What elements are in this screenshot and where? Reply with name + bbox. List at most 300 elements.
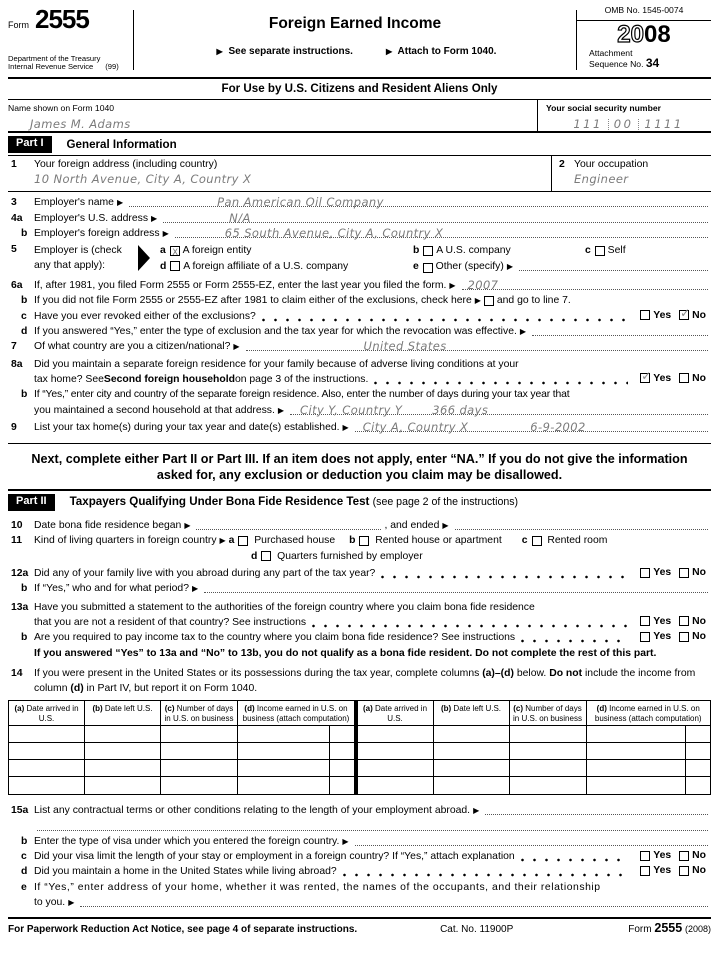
line15a-value-field2[interactable] (37, 819, 708, 831)
dot-leader (374, 374, 628, 386)
line8b-value1: City Y, Country Y (300, 402, 403, 417)
line6b (8, 292, 711, 307)
table-cell[interactable] (587, 743, 687, 760)
col-a-label: Date arrived in U.S. (372, 704, 428, 723)
option11b-letter: b (349, 535, 356, 547)
table-cell[interactable] (330, 743, 354, 760)
line8a-number: 8a (11, 358, 23, 370)
arrow-right-icon (449, 279, 455, 292)
line3 (8, 194, 711, 209)
yes-label: Yes (653, 865, 672, 877)
line13a-2 (8, 614, 711, 629)
line14-text3: include the income from column (34, 667, 696, 694)
line14-bold1: (a)–(d) (482, 667, 514, 679)
table-cell[interactable] (161, 777, 238, 794)
no-label: No (692, 615, 706, 627)
line9-label: List your tax home(s) during your tax year and date(s) established. (34, 421, 340, 433)
line12a-number: 12a (11, 568, 29, 580)
table-cell[interactable] (434, 777, 510, 794)
line15e-number: e (21, 881, 27, 893)
option5c-letter: c (585, 245, 591, 257)
checkbox-13a-no[interactable] (679, 616, 689, 626)
line9-value1: City A, Country X (362, 419, 469, 434)
arrow-right-icon (442, 519, 448, 532)
table-cell[interactable] (330, 760, 354, 777)
us-presence-table-right (358, 701, 711, 794)
checkbox-8a-yes-mark: ✓ (641, 369, 652, 384)
tax-year-suffix: 08 (644, 21, 671, 48)
ssn-field[interactable] (546, 118, 711, 131)
line6a (8, 277, 711, 292)
table-cell[interactable] (161, 743, 238, 760)
line15e-value-field[interactable] (80, 895, 708, 907)
line9-value2: 6-9-2002 (530, 419, 586, 434)
checkbox-11b-rented-house[interactable] (359, 536, 369, 546)
no-label: No (692, 372, 706, 384)
checkbox-5a-foreign-entity[interactable] (170, 246, 180, 256)
table-cell[interactable] (358, 777, 434, 794)
line15a-2 (8, 817, 711, 832)
line15c (8, 848, 711, 863)
line15a-value-field[interactable] (485, 803, 708, 815)
checkbox-13b-yes[interactable] (640, 632, 650, 642)
option5e-label: Other (specify) (435, 261, 504, 273)
form-title: Foreign Earned Income (268, 15, 442, 32)
checkbox-15c-yes[interactable] (640, 851, 650, 861)
arrow-right-icon (342, 835, 348, 848)
option11a-label: Purchased house (254, 535, 336, 547)
line8b-value-field[interactable] (290, 403, 708, 415)
line15d-label: Did you maintain a home in the United States while living abroad? (34, 866, 337, 878)
line2-value-field[interactable]: Engineer (574, 172, 629, 186)
line12a (8, 565, 711, 580)
table-cell[interactable] (434, 743, 510, 760)
line12b-value-field[interactable] (204, 581, 708, 593)
line13a-label2: that you are not a resident of that country? See instructions (34, 616, 307, 628)
arrow-right-icon (117, 196, 123, 209)
arrow-right-icon (151, 212, 157, 225)
line15d (8, 863, 711, 878)
table-cell[interactable] (85, 760, 161, 777)
arrow-right-icon (507, 260, 513, 273)
line8b-label1: If “Yes,” enter city and country of the separate foreign residence. Also, enter the number of days during your tax year that (34, 389, 570, 401)
line5-number: 5 (11, 243, 17, 255)
line15d-number: d (21, 866, 28, 878)
us-presence-table-left (9, 701, 354, 794)
name-label: Name shown on Form 1040 (8, 103, 115, 113)
sequence-number: 34 (645, 55, 660, 70)
line15b-label: Enter the type of visa under which you entered the foreign country. (34, 835, 340, 847)
arrow-right-icon (475, 294, 481, 307)
table-cell[interactable] (358, 743, 434, 760)
line8a-label1: Did you maintain a separate foreign residence for your family because of adverse living conditions at your (34, 358, 519, 370)
midform-notice: Next, complete either Part II or Part III. If an item does not apply, enter “NA.” If you do not give the information asked for, any exclusion or deduction you claim may be disallowed. (31, 451, 688, 482)
yes-label: Yes (653, 567, 672, 579)
ssn-separator (608, 119, 609, 130)
line5-label1: Employer is (check (34, 245, 122, 257)
line12a-label: Did any of your family live with you abroad during any part of the tax year? (34, 568, 376, 580)
table-cell[interactable] (9, 743, 85, 760)
no-label: No (692, 567, 706, 579)
col-a-label: Date arrived in U.S. (24, 704, 79, 723)
option5d-letter: d (160, 260, 167, 272)
col-c-letter: (c) (164, 704, 175, 714)
line10 (8, 517, 711, 532)
dot-leader (343, 866, 629, 878)
line6a-value: 2007 (467, 278, 499, 293)
tax-year (577, 21, 711, 48)
line6d-number: d (21, 326, 28, 338)
line1-number: 1 (11, 159, 17, 170)
arrow-right-icon (233, 340, 239, 353)
line11-label: Kind of living quarters in foreign country (34, 535, 217, 547)
line6b-label: If you did not file Form 2555 or 2555-EZ after 1981 to claim either of the exclusions, check here (34, 295, 472, 307)
footer-form-word: Form (628, 924, 652, 936)
line3-value-field[interactable] (129, 195, 708, 210)
form-subtitle: For Use by U.S. Citizens and Resident Aliens Only (8, 79, 711, 100)
col-c-label: Number of days in U.S. on business (513, 704, 582, 723)
see-instructions-note: See separate instructions. (228, 46, 353, 57)
line14-bold3: (d) (70, 682, 84, 694)
line8b-value2: 366 days (432, 402, 489, 417)
line13a-1 (8, 598, 711, 613)
no-label: No (692, 631, 706, 643)
line3-number: 3 (11, 197, 17, 209)
line6d-value-field[interactable] (532, 324, 708, 336)
arrow-right-icon (520, 325, 526, 338)
line13a-number: 13a (11, 601, 29, 613)
line6d (8, 323, 711, 338)
line7-value: United States (363, 339, 447, 354)
table-cell[interactable] (434, 760, 510, 777)
brace-arrow-icon (138, 245, 150, 271)
option11d-label: Quarters furnished by employer (277, 550, 423, 562)
dept-line1: Department of the Treasury (8, 53, 101, 63)
line6d-label: If you answered “Yes,” enter the type of exclusion and the tax year for which the revocation was effective. (34, 326, 517, 338)
option5a-label: A foreign entity (182, 245, 252, 257)
table-cell[interactable] (587, 726, 687, 743)
omb-block (577, 0, 711, 77)
ssn-part3: 1111 (644, 117, 684, 131)
checkbox-11d-employer-quarters[interactable] (261, 551, 271, 561)
form-footer (8, 917, 711, 936)
identity-row (8, 100, 711, 133)
checkbox-8a-yes[interactable] (640, 369, 652, 384)
col-b-letter: (b) (92, 704, 103, 714)
col-a-letter: (a) (362, 704, 373, 714)
line7 (8, 338, 711, 353)
table-cell[interactable] (686, 777, 710, 794)
line10-began-field[interactable] (196, 518, 381, 530)
table-cell[interactable] (161, 726, 238, 743)
table-cell[interactable] (587, 760, 687, 777)
ssn-part2: 00 (613, 117, 634, 131)
checkbox-15d-no[interactable] (679, 866, 689, 876)
col-a-letter: (a) (14, 704, 25, 714)
option5c-label: Self (607, 245, 626, 257)
footer-form-year: (2008) (684, 924, 711, 935)
line1-label: Your foreign address (including country) (34, 159, 218, 170)
form-number: 2555 (35, 4, 89, 34)
col-d-label: Income earned in U.S. on business (attach computation) (242, 704, 350, 723)
line14 (8, 666, 711, 697)
line15c-number: c (21, 851, 27, 863)
option5d-label: A foreign affiliate of a U.S. company (183, 260, 349, 272)
line13b (8, 629, 711, 644)
line15e-1 (8, 878, 711, 893)
attach-note: Attach to Form 1040. (397, 46, 497, 57)
col-d-letter: (d) (244, 704, 255, 714)
table-cell[interactable] (238, 760, 330, 777)
option5e-letter: e (413, 261, 419, 273)
line10-label: Date bona fide residence began (34, 520, 182, 532)
table-cell[interactable] (358, 726, 434, 743)
line8a-2 (8, 371, 711, 386)
line8a-label2-end: on page 3 of the instructions. (234, 373, 369, 385)
table-cell[interactable] (686, 743, 710, 760)
table-cell[interactable] (510, 760, 587, 777)
line11-1 (8, 532, 711, 547)
checkbox-8a-no[interactable] (679, 373, 689, 383)
line14-bold2: Do not (549, 667, 583, 679)
table-cell[interactable] (85, 726, 161, 743)
line5 (8, 243, 711, 274)
col-b-label: Date left U.S. (451, 704, 501, 714)
ssn-part1: 111 (573, 117, 603, 131)
arrow-right-icon (68, 896, 74, 909)
checkbox-5d-foreign-affiliate[interactable] (170, 261, 180, 271)
line4b-label: Employer's foreign address (34, 227, 160, 239)
line4b (8, 225, 711, 240)
option5b-letter: b (413, 245, 420, 257)
table-cell[interactable] (9, 726, 85, 743)
line6a-value-field[interactable] (462, 278, 708, 293)
line8a-label2: tax home? See (34, 373, 104, 385)
line11-number: 11 (11, 535, 22, 547)
arrow-right-icon (278, 404, 284, 417)
checkbox-5e-other[interactable] (423, 263, 433, 273)
option5b-label: A U.S. company (436, 245, 511, 257)
yes-label: Yes (653, 615, 672, 627)
checkbox-6b[interactable] (484, 296, 494, 306)
line8a-1 (8, 355, 711, 370)
line1-2-box (8, 155, 711, 192)
yes-label: Yes (653, 850, 672, 862)
checkbox-11a-purchased-house[interactable] (238, 536, 248, 546)
table-cell[interactable] (9, 777, 85, 794)
checkbox-5c-self[interactable] (595, 246, 605, 256)
line4a-value: N/A (229, 210, 251, 225)
option11a-letter: a (228, 535, 235, 547)
yes-label: Yes (653, 309, 672, 321)
part2-header (8, 494, 711, 511)
attachment-label: Attachment (589, 48, 633, 58)
line6c-number: c (21, 310, 27, 322)
checkbox-13a-yes[interactable] (640, 616, 650, 626)
form-word: Form (8, 20, 29, 30)
dot-leader (521, 632, 628, 644)
line8b-2 (8, 401, 711, 416)
yes-label: Yes (653, 631, 672, 643)
col-d-label: Income earned in U.S. on business (attach computation) (594, 704, 702, 723)
line15e-label2: to you. (34, 897, 66, 909)
dot-leader (521, 851, 629, 863)
line6c-label: Have you ever revoked either of the exclusions? (34, 310, 256, 322)
col-d-letter: (d) (596, 704, 607, 714)
part1-badge: Part I (8, 136, 52, 153)
table-cell[interactable] (161, 760, 238, 777)
us-presence-table (8, 700, 711, 795)
part1-title: General Information (66, 138, 177, 151)
line4a-number: 4a (11, 212, 23, 224)
line15a-number: 15a (11, 805, 29, 817)
line14-text4: in Part IV, but report it on Form 1040. (83, 682, 258, 694)
checkbox-6c-yes[interactable] (640, 310, 650, 320)
section-divider (8, 489, 711, 491)
line15b (8, 833, 711, 848)
option11c-label: Rented room (547, 535, 608, 547)
arrow-right-icon (386, 46, 392, 57)
footer-form-number: 2555 (654, 921, 683, 936)
arrow-right-icon (217, 46, 223, 57)
line9 (8, 419, 711, 434)
table-cell[interactable] (510, 743, 587, 760)
option11c-letter: c (521, 535, 528, 547)
sequence-label: Sequence No. (589, 58, 644, 69)
form-title-block (133, 10, 577, 70)
checkbox-11c-rented-room[interactable] (532, 536, 542, 546)
line13a-label1: Have you submitted a statement to the authorities of the foreign country where you claim bona fide residence (34, 601, 535, 613)
line1-value-field[interactable]: 10 North Avenue, City A, Country X (34, 172, 252, 186)
line14-text1: If you were present in the United States or its possessions during the tax year, complete columns (34, 667, 483, 679)
table-cell[interactable] (686, 726, 710, 743)
part2-subtitle: (see page 2 of the instructions) (372, 496, 519, 509)
line15a-1 (8, 802, 711, 817)
line8a-label2-bold: Second foreign household (103, 373, 235, 385)
line15e-label1: If “Yes,” enter address of your home, whether it was rented, the names of the occupants, and their relationship (34, 881, 601, 893)
line4a (8, 209, 711, 224)
line13-note: If you answered “Yes” to 13a and “No” to 13b, you do not qualify as a bona fide resident. Do not complete the rest of this part. (34, 648, 657, 660)
line2-label: Your occupation (574, 159, 649, 170)
paperwork-notice: For Paperwork Reduction Act Notice, see page 4 of separate instructions. (8, 924, 358, 936)
ssn-separator (638, 119, 639, 130)
line5e-specify-field[interactable] (519, 259, 708, 271)
form-header (8, 0, 711, 79)
part2-title: Taxpayers Qualifying Under Bona Fide Residence Test (69, 495, 370, 509)
line4b-value-field[interactable] (175, 226, 708, 238)
col-b-letter: (b) (440, 704, 452, 714)
col-b-label: Date left U.S. (102, 704, 153, 714)
table-cell[interactable] (330, 726, 354, 743)
table-cell[interactable] (238, 743, 330, 760)
omb-number: OMB No. 1545-0074 (577, 0, 711, 21)
line15b-value-field[interactable] (355, 834, 708, 846)
checkbox-6c-no[interactable] (679, 306, 691, 321)
arrow-right-icon (192, 582, 198, 595)
table-cell[interactable] (358, 760, 434, 777)
line6a-number: 6a (11, 280, 23, 292)
checkbox-13b-no[interactable] (679, 632, 689, 642)
checkbox-15c-no[interactable] (679, 851, 689, 861)
table-cell[interactable] (587, 777, 687, 794)
line12b-number: b (21, 583, 28, 595)
line4a-value-field[interactable] (163, 211, 708, 223)
line7-label: Of what country are you a citizen/national? (34, 341, 231, 353)
line6c (8, 307, 711, 322)
line9-number: 9 (11, 421, 17, 433)
arrow-right-icon (163, 227, 169, 240)
table-cell[interactable] (510, 777, 587, 794)
line9-value-field[interactable] (355, 420, 708, 432)
table-cell[interactable] (85, 777, 161, 794)
table-cell[interactable] (510, 726, 587, 743)
tax-year-prefix: 20 (617, 21, 644, 48)
line8b-number: b (21, 389, 28, 401)
checkbox-15d-yes[interactable] (640, 866, 650, 876)
col-c-letter: (c) (513, 704, 524, 714)
line14-number: 14 (11, 667, 23, 679)
dot-leader (381, 568, 628, 580)
checkbox-5a-mark: X (172, 247, 179, 258)
checkbox-12a-no[interactable] (679, 568, 689, 578)
col-c-label: Number of days in U.S. on business (164, 704, 234, 723)
arrow-right-icon (473, 804, 479, 817)
line13b-label: Are you required to pay income tax to the country where you claim bona fide residence? See instructions (34, 632, 516, 644)
dot-leader (262, 311, 628, 323)
arrow-right-icon (343, 421, 349, 434)
no-label: No (692, 865, 706, 877)
no-label: No (692, 309, 706, 321)
table-cell[interactable] (85, 743, 161, 760)
checkbox-5b-us-company[interactable] (423, 246, 433, 256)
line13b-number: b (21, 632, 28, 644)
no-label: No (692, 850, 706, 862)
option11d-letter: d (251, 550, 258, 562)
line8b-label2: you maintained a second household at that address. (34, 404, 275, 416)
table-cell[interactable] (330, 777, 354, 794)
name-field[interactable]: James M. Adams (30, 117, 131, 131)
catalog-number: Cat. No. 11900P (440, 924, 514, 936)
line12b (8, 580, 711, 595)
line6b-number: b (21, 295, 28, 307)
table-cell[interactable] (238, 777, 330, 794)
line15c-label: Did your visa limit the length of your stay or employment in a foreign country? If “Yes,” attach explanation (34, 851, 515, 863)
form-id-block (8, 0, 133, 77)
line7-value-field[interactable] (246, 339, 708, 354)
line5-label2: any that apply): (34, 260, 106, 272)
line4b-value: 65 South Avenue, City A, Country X (224, 225, 444, 240)
line2-number: 2 (559, 159, 565, 170)
line4a-label: Employer's U.S. address (34, 212, 149, 224)
checkbox-12a-yes[interactable] (640, 568, 650, 578)
ssn-label: Your social security number (546, 103, 661, 113)
arrow-right-icon (184, 519, 190, 532)
option11b-label: Rented house or apartment (375, 535, 502, 547)
table-cell[interactable] (238, 726, 330, 743)
line8b-1 (8, 386, 711, 401)
yes-label: Yes (653, 372, 672, 384)
table-cell[interactable] (9, 760, 85, 777)
dept-line2: Internal Revenue Service (8, 62, 94, 72)
table-cell[interactable] (434, 726, 510, 743)
line3-value: Pan American Oil Company (217, 195, 384, 210)
line6a-label: If, after 1981, you filed Form 2555 or Form 2555-EZ, enter the last year you filed the form. (34, 280, 447, 292)
line15b-number: b (21, 835, 28, 847)
line14-text2: below. (513, 667, 550, 679)
line6b-label2: and go to line 7. (496, 295, 571, 307)
line10-ended-field[interactable] (455, 518, 708, 530)
table-cell[interactable] (686, 760, 710, 777)
